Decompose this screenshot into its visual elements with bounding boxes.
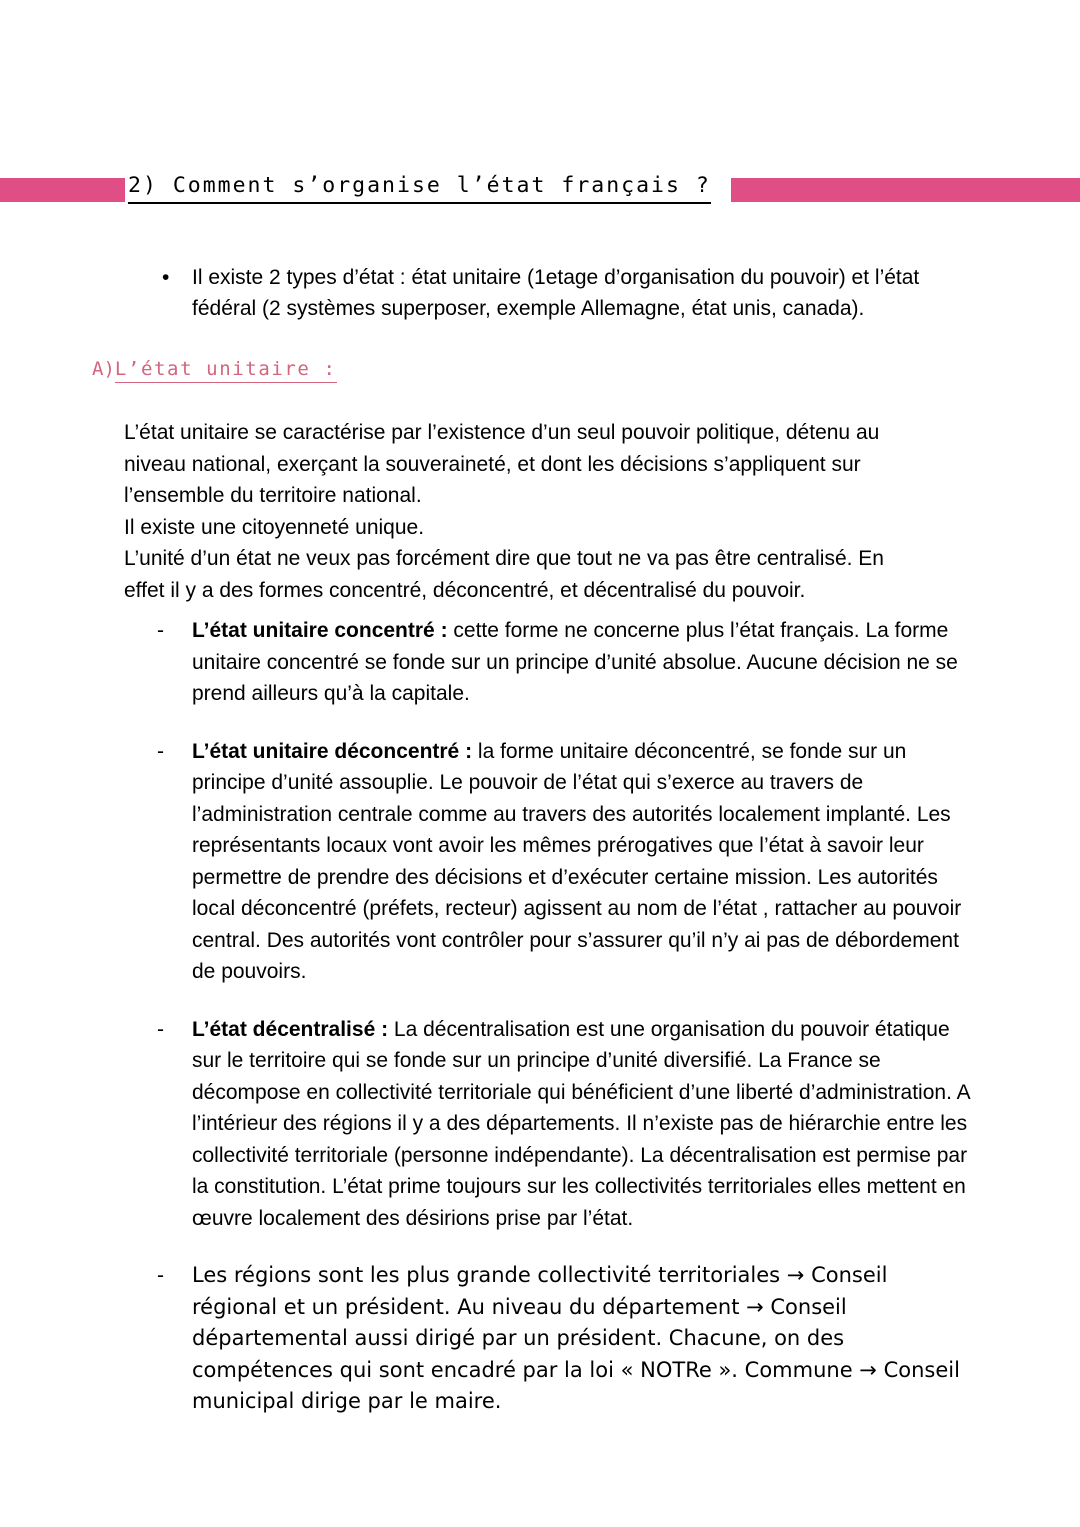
dash-marker-icon: - xyxy=(157,739,164,763)
paragraph-line-2: niveau national, exerçant la souveraineté, et dont les décisions s’appliquent sur xyxy=(124,452,861,476)
term-label: L’état unitaire déconcentré : xyxy=(192,739,473,763)
paragraph-line-5: L’unité d’un état ne veux pas forcément dire que tout ne va pas être centralisé. En xyxy=(124,547,884,570)
term-label: L’état unitaire concentré : xyxy=(192,619,448,642)
paragraph-line-4: Il existe une citoyenneté unique. xyxy=(124,515,425,539)
paragraph-line-6: effet il y a des formes concentré, déconcentré, et décentralisé du pouvoir. xyxy=(124,578,806,602)
highlight-bar-right xyxy=(731,178,1080,202)
dash-marker-icon: - xyxy=(157,1017,164,1041)
term-description: la forme unitaire déconcentré, se fonde sur un principe d’unité assouplie. Le pouvoir de l’état qui s’exerce au travers de l’administration centrale comme au travers des autorités localement implanté. Les représentants locaux vont avoir les mêmes prérogatives que l’état à savoir leur permettre de prendre des décisions et d’exécuter certaine mission. Les autorités local déconcentré (préfets, recteur) agissent au nom de l’état , rattacher au pouvoir central. Des autorités vont contrôler pour s’assurer qu’il n’y ai pas de débordement de pouvoirs. xyxy=(192,739,962,983)
highlight-bar-left xyxy=(0,178,125,202)
forms-dash-list xyxy=(124,615,974,1418)
dash-marker-icon: - xyxy=(157,1264,164,1287)
bullet-dot-icon: • xyxy=(162,266,170,289)
list-item xyxy=(155,262,965,324)
subsection-heading xyxy=(92,355,337,383)
list-item xyxy=(124,1260,974,1418)
bullet-line-2: fédéral (2 systèmes superposer, exemple Allemagne, état unis, canada). xyxy=(192,297,865,320)
term-description: cette forme ne concerne plus l’état français. La forme unitaire concentré se fonde sur un principe d’unité absolue. Aucune décision ne se prend ailleurs qu’à la capitale. xyxy=(192,619,958,705)
subsection-label: A) xyxy=(92,358,115,380)
term-description: Les régions sont les plus grande collectivité territoriales → Conseil régional et un président. Au niveau du département → Conseil départemental aussi dirigé par un président. Chacune, on des compétences qui sont encadré par la loi « NOTRe ». Commune → Conseil municipal dirige par le maire. xyxy=(192,1263,960,1413)
bullet-line-1: Il existe 2 types d’état : état unitaire (1etage d’organisation du pouvoir) et l’état xyxy=(192,266,920,289)
paragraph-line-3: l’ensemble du territoire national. xyxy=(124,484,422,507)
subsection-title: L’état unitaire : xyxy=(115,358,337,383)
list-item xyxy=(124,615,974,710)
intro-bullet-list xyxy=(155,262,965,324)
list-item xyxy=(124,736,974,988)
page-title: 2) Comment s’organise l’état français ? xyxy=(128,172,711,204)
list-item xyxy=(124,1014,974,1235)
section-title-band xyxy=(0,172,1080,206)
paragraph-line-1: L’état unitaire se caractérise par l’existence d’un seul pouvoir politique, détenu au xyxy=(124,421,880,444)
term-description: La décentralisation est une organisation du pouvoir étatique sur le territoire qui se fonde sur un principe d’unité diversifié. La France se décompose en collectivité territoriale qui bénéficient d’une liberté d’administration. A l’intérieur des régions il y a des départements. Il n’existe pas de hiérarchie entre les collectivité territoriale (personne indépendante). La décentralisation est permise par la constitution. L’état prime toujours sur les collectivités territoriales elles mettent en œuvre localement des désirions prise par l’état. xyxy=(192,1017,970,1230)
term-label: L’état décentralisé : xyxy=(192,1017,389,1041)
definition-paragraph xyxy=(124,417,964,606)
dash-marker-icon: - xyxy=(157,619,164,642)
